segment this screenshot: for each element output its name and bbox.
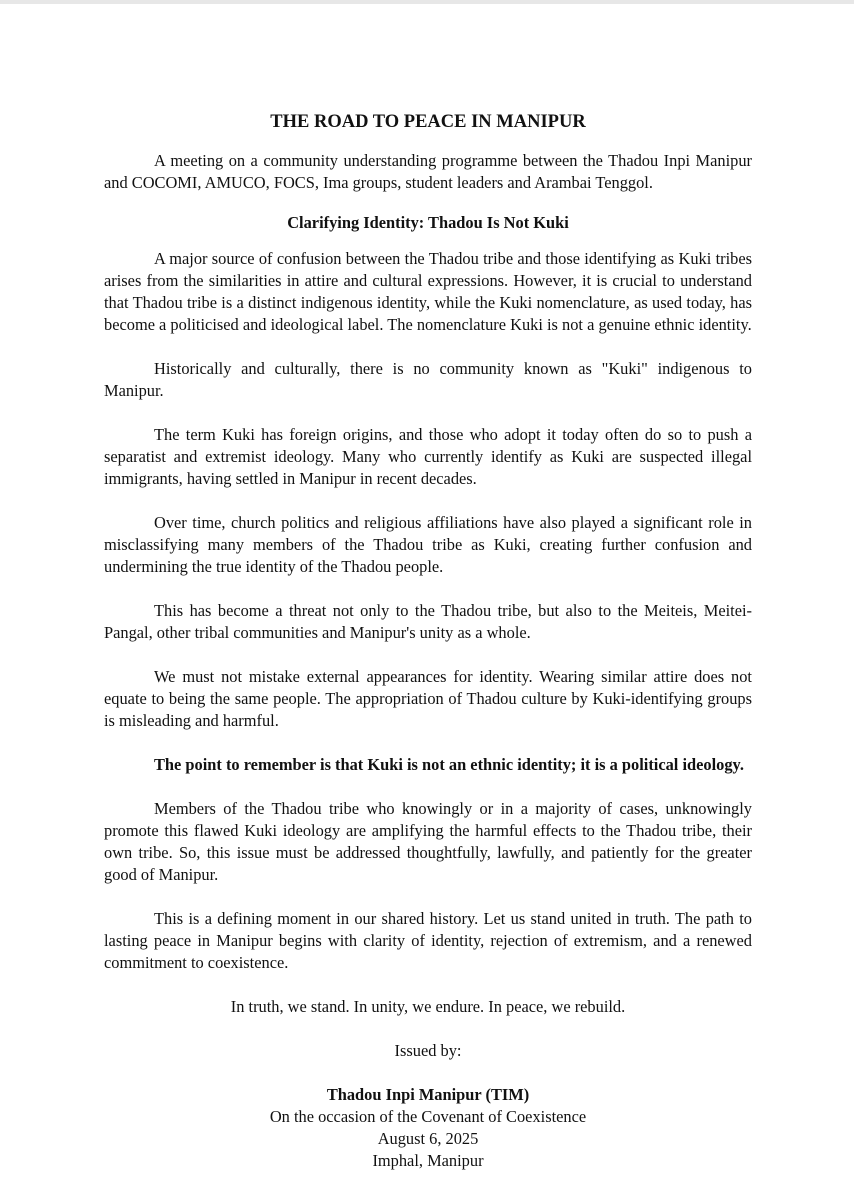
signatory-place: Imphal, Manipur [372, 1151, 484, 1170]
section-heading: Clarifying Identity: Thadou Is Not Kuki [287, 213, 569, 232]
signatory-occasion: On the occasion of the Covenant of Coexistence [269, 1107, 587, 1126]
document-body [104, 110, 752, 1172]
issued-by-label: Issued by: [394, 1041, 462, 1060]
intro-paragraph: A meeting on a community understanding programme between the Thadou Inpi Manipur and COCOMI, AMUCO, FOCS, Ima groups, student leaders and Arambai Tenggol. [104, 151, 752, 192]
paragraph-historical: Historically and culturally, there is no community known as "Kuki" indigenous to Manipur. [104, 359, 752, 400]
paragraph-key-point: The point to remember is that Kuki is not an ethnic identity; it is a political ideology. [154, 755, 744, 774]
paragraph-members: Members of the Thadou tribe who knowingly or in a majority of cases, unknowingly promote this flawed Kuki ideology are amplifying the harmful effects to the Thadou tribe, their own tribe. So, this issue must be addressed thoughtfully, lawfully, and patiently for the greater good of Manipur. [104, 799, 752, 884]
paragraph-foreign-origins: The term Kuki has foreign origins, and those who adopt it today often do so to push a separatist and extremist ideology. Many who currently identify as Kuki are suspected illegal immigrants, having settled in Manipur in recent decades. [104, 425, 752, 488]
closing-line: In truth, we stand. In unity, we endure. In peace, we rebuild. [230, 997, 626, 1016]
paragraph-defining-moment: This is a defining moment in our shared history. Let us stand united in truth. The path to lasting peace in Manipur begins with clarity of identity, rejection of extremism, and a renewed commitment to coexistence. [104, 909, 752, 972]
paragraph-identity-confusion: A major source of confusion between the Thadou tribe and those identifying as Kuki tribes arises from the similarities in attire and cultural expressions. However, it is crucial to understand that Thadou tribe is a distinct indigenous identity, while the Kuki nomenclature, as used today, has become a politicised and ideological label. The nomenclature Kuki is not a genuine ethnic identity. [104, 249, 752, 334]
signatory-organization: Thadou Inpi Manipur (TIM) [326, 1085, 530, 1104]
paragraph-threat: This has become a threat not only to the Thadou tribe, but also to the Meiteis, Meitei-Pangal, other tribal communities and Manipur's unity as a whole. [104, 601, 752, 642]
paragraph-church-politics: Over time, church politics and religious affiliations have also played a significant role in misclassifying many members of the Thadou tribe as Kuki, creating further confusion and undermining the true identity of the Thadou people. [104, 513, 752, 576]
document-page [0, 4, 854, 1200]
document-title: THE ROAD TO PEACE IN MANIPUR [270, 112, 586, 132]
paragraph-appearances: We must not mistake external appearances for identity. Wearing similar attire does not equate to being the same people. The appropriation of Thadou culture by Kuki-identifying groups is misleading and harmful. [104, 667, 752, 730]
signatory-date: August 6, 2025 [377, 1129, 479, 1148]
signatory-block [104, 1084, 752, 1172]
